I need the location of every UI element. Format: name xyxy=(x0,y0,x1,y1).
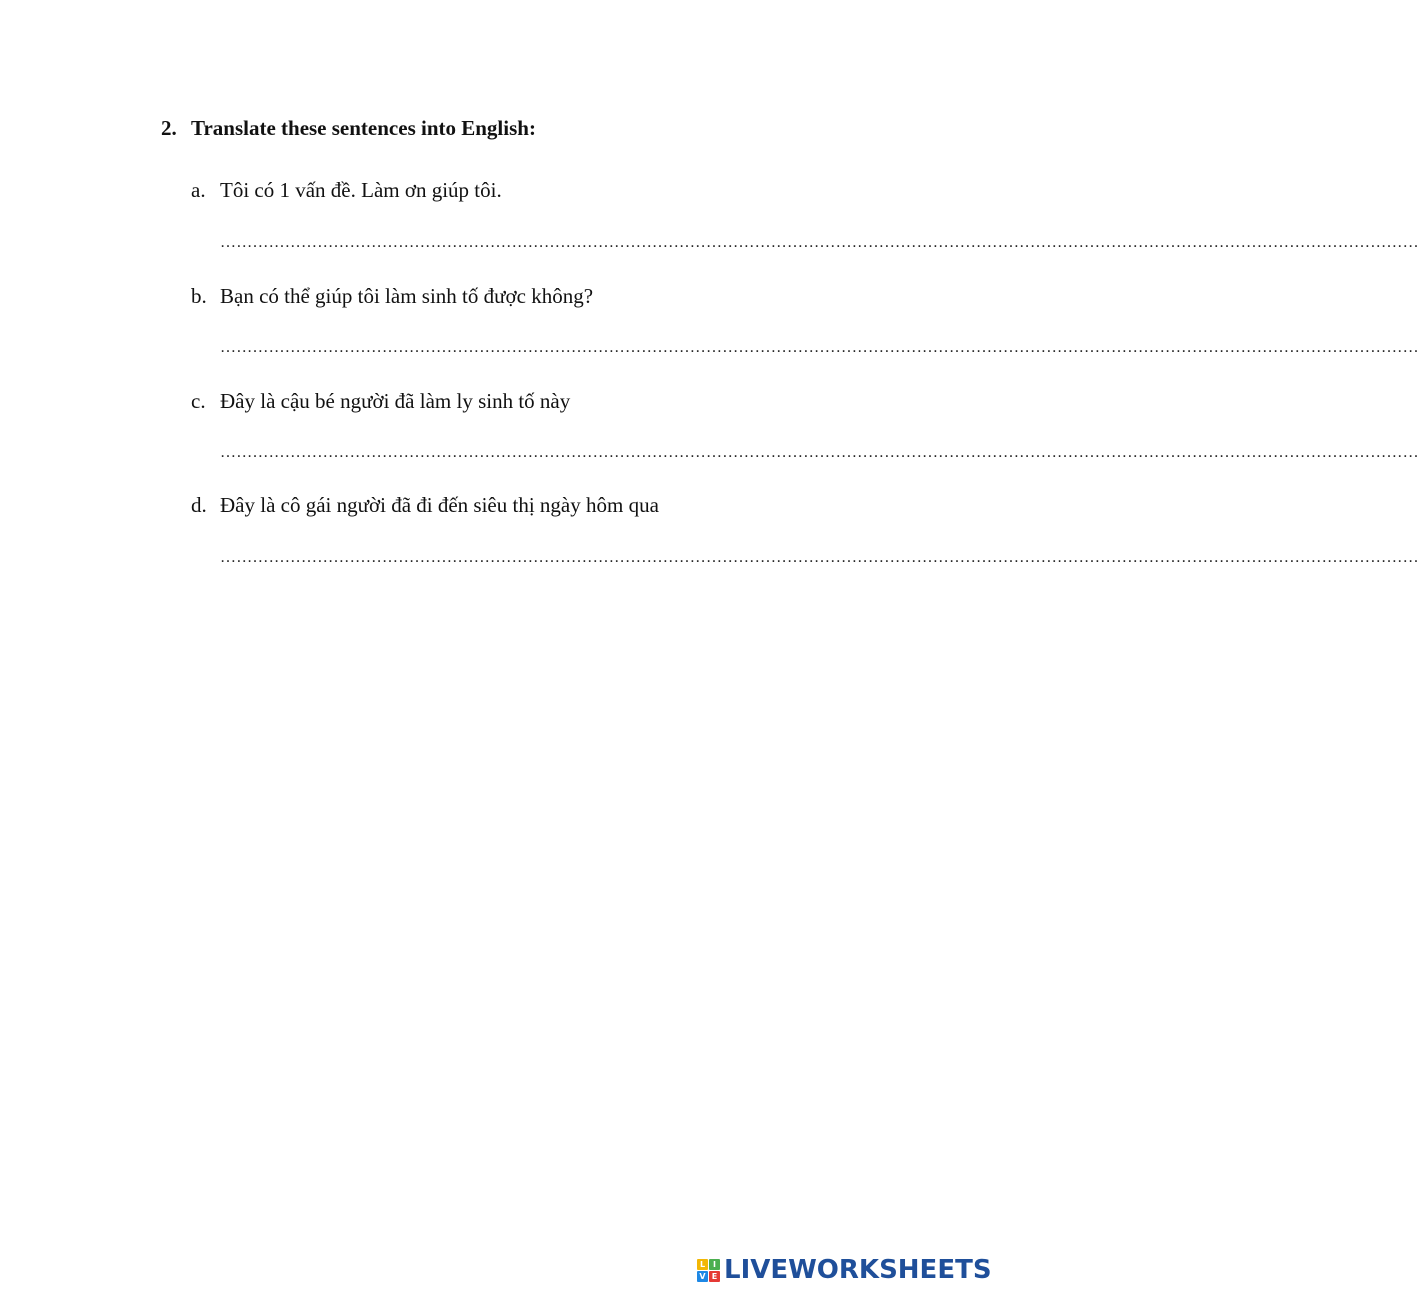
answer-line-b[interactable]: …………………………………………………………………………………………………………………………………………………………………………………………………… xyxy=(220,339,1419,356)
exercise-instruction: Translate these sentences into English: xyxy=(191,116,536,140)
logo-tile: I xyxy=(709,1259,720,1270)
question-text: Tôi có 1 vấn đề. Làm ơn giúp tôi. xyxy=(220,178,502,202)
question-text: Bạn có thể giúp tôi làm sinh tố được không? xyxy=(220,284,594,308)
question-d xyxy=(191,493,659,518)
logo-text: LIVEWORKSHEETS xyxy=(724,1255,992,1285)
answer-line-a[interactable]: …………………………………………………………………………………………………………………………………………………………………………………………………… xyxy=(220,234,1419,251)
question-text: Đây là cậu bé người đã làm ly sinh tố này xyxy=(220,389,571,413)
liveworksheets-logo xyxy=(697,1255,992,1285)
question-c xyxy=(191,389,570,414)
question-letter: a. xyxy=(191,178,206,202)
logo-tile: E xyxy=(709,1271,720,1282)
question-text: Đây là cô gái người đã đi đến siêu thị ngày hôm qua xyxy=(220,493,659,517)
question-letter: d. xyxy=(191,493,207,517)
exercise-heading xyxy=(161,116,536,141)
answer-line-c[interactable]: …………………………………………………………………………………………………………………………………………………………………………………………………… xyxy=(220,444,1419,461)
logo-tile: L xyxy=(697,1259,708,1270)
logo-tile: V xyxy=(697,1271,708,1282)
logo-tiles-icon xyxy=(697,1259,720,1282)
exercise-number: 2. xyxy=(161,116,177,140)
question-letter: c. xyxy=(191,389,206,413)
answer-line-d[interactable]: …………………………………………………………………………………………………………………………………………………………………………………………………… xyxy=(220,549,1419,566)
question-letter: b. xyxy=(191,284,207,308)
question-b xyxy=(191,284,593,309)
question-a xyxy=(191,178,502,203)
